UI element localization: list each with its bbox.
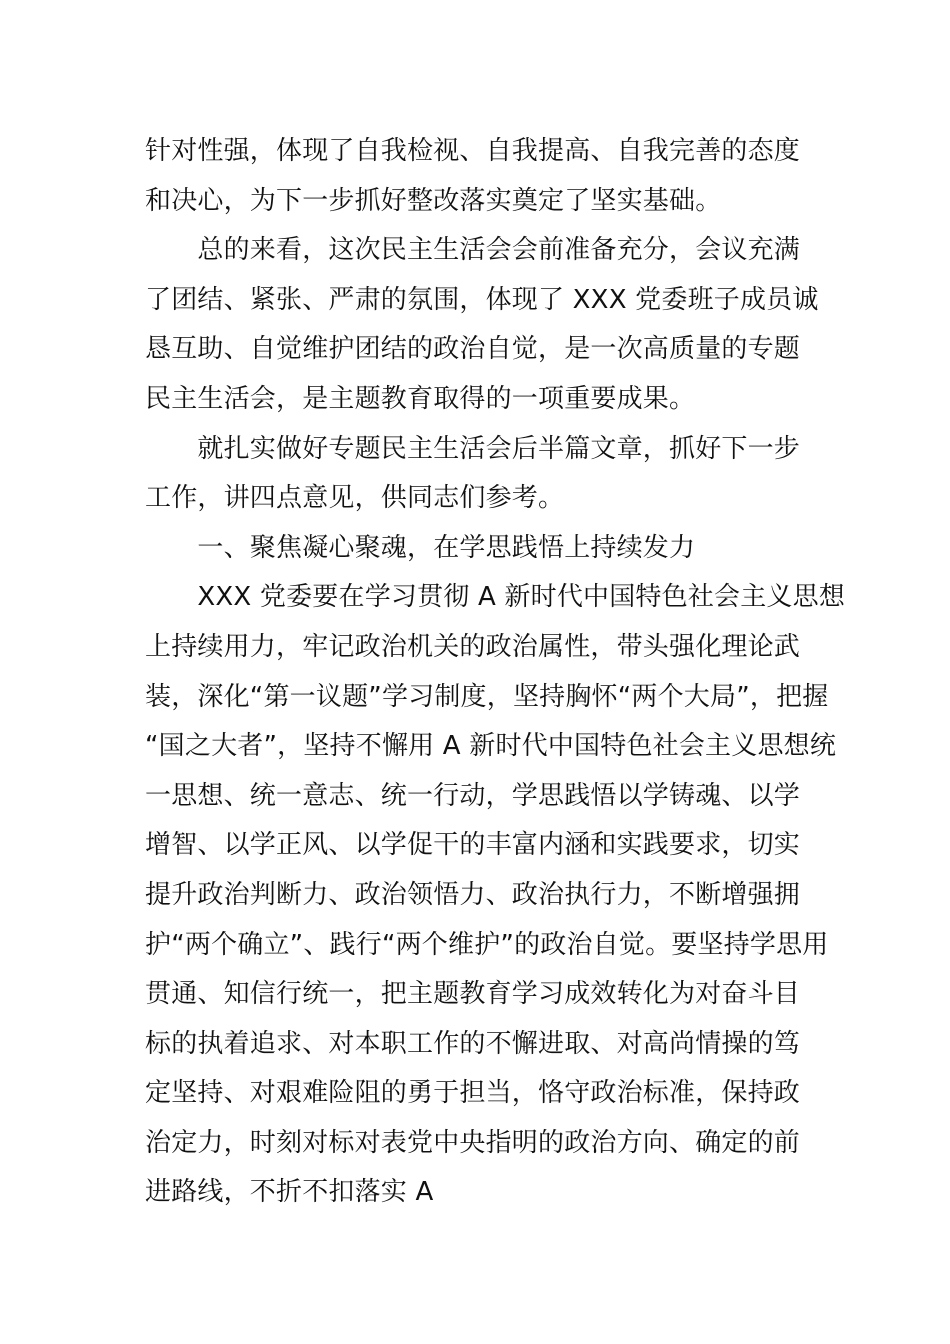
text-line: 民主生活会，是主题教育取得的一项重要成果。 [145, 383, 696, 414]
text-line: 贯通、知信行统一，把主题教育学习成效转化为对奋斗目 [145, 979, 801, 1010]
text-line: 定坚持、对艰难险阻的勇于担当，恪守政治标准，保持政 [145, 1078, 801, 1109]
text-line: 增智、以学正风、以学促干的丰富内涵和实践要求，切实 [145, 830, 801, 861]
text-line: 恳互助、自觉维护团结的政治自觉，是一次高质量的专题 [145, 334, 801, 365]
text-line: 和决心，为下一步抓好整改落实奠定了坚实基础。 [145, 185, 722, 216]
text-line: 一思想、统一意志、统一行动，学思践悟以学铸魂、以学 [145, 780, 801, 811]
text-line: XXX 党委要在学习贯彻 A 新时代中国特色社会主义思想 [145, 582, 846, 613]
document-body [145, 127, 846, 1218]
text-line: 工作，讲四点意见，供同志们参考。 [145, 483, 565, 514]
text-line: 提升政治判断力、政治领悟力、政治执行力，不断增强拥 [145, 879, 801, 910]
text-line: 上持续用力，牢记政治机关的政治属性，带头强化理论武 [145, 631, 801, 662]
text-line: 护“两个确立”、践行“两个维护”的政治自觉。要坚持学思用 [145, 929, 829, 960]
text-line: “国之大者”，坚持不懈用 A 新时代中国特色社会主义思想统 [145, 731, 837, 762]
text-line: 标的执着追求、对本职工作的不懈进取、对高尚情操的笃 [145, 1028, 801, 1059]
text-line: 就扎实做好专题民主生活会后半篇文章，抓好下一步 [145, 433, 801, 464]
text-line: 进路线，不折不扣落实 A [145, 1177, 434, 1208]
text-line: 了团结、紧张、严肃的氛围，体现了 XXX 党委班子成员诚 [145, 284, 819, 315]
text-line: 治定力，时刻对标对表党中央指明的政治方向、确定的前 [145, 1127, 801, 1158]
section-heading: 一、聚焦凝心聚魂，在学思践悟上持续发力 [145, 532, 696, 563]
text-line: 针对性强，体现了自我检视、自我提高、自我完善的态度 [145, 136, 801, 166]
text-line: 总的来看，这次民主生活会会前准备充分，会议充满 [145, 235, 801, 266]
text-line: 装，深化“第一议题”学习制度，坚持胸怀“两个大局”，把握 [145, 681, 829, 712]
